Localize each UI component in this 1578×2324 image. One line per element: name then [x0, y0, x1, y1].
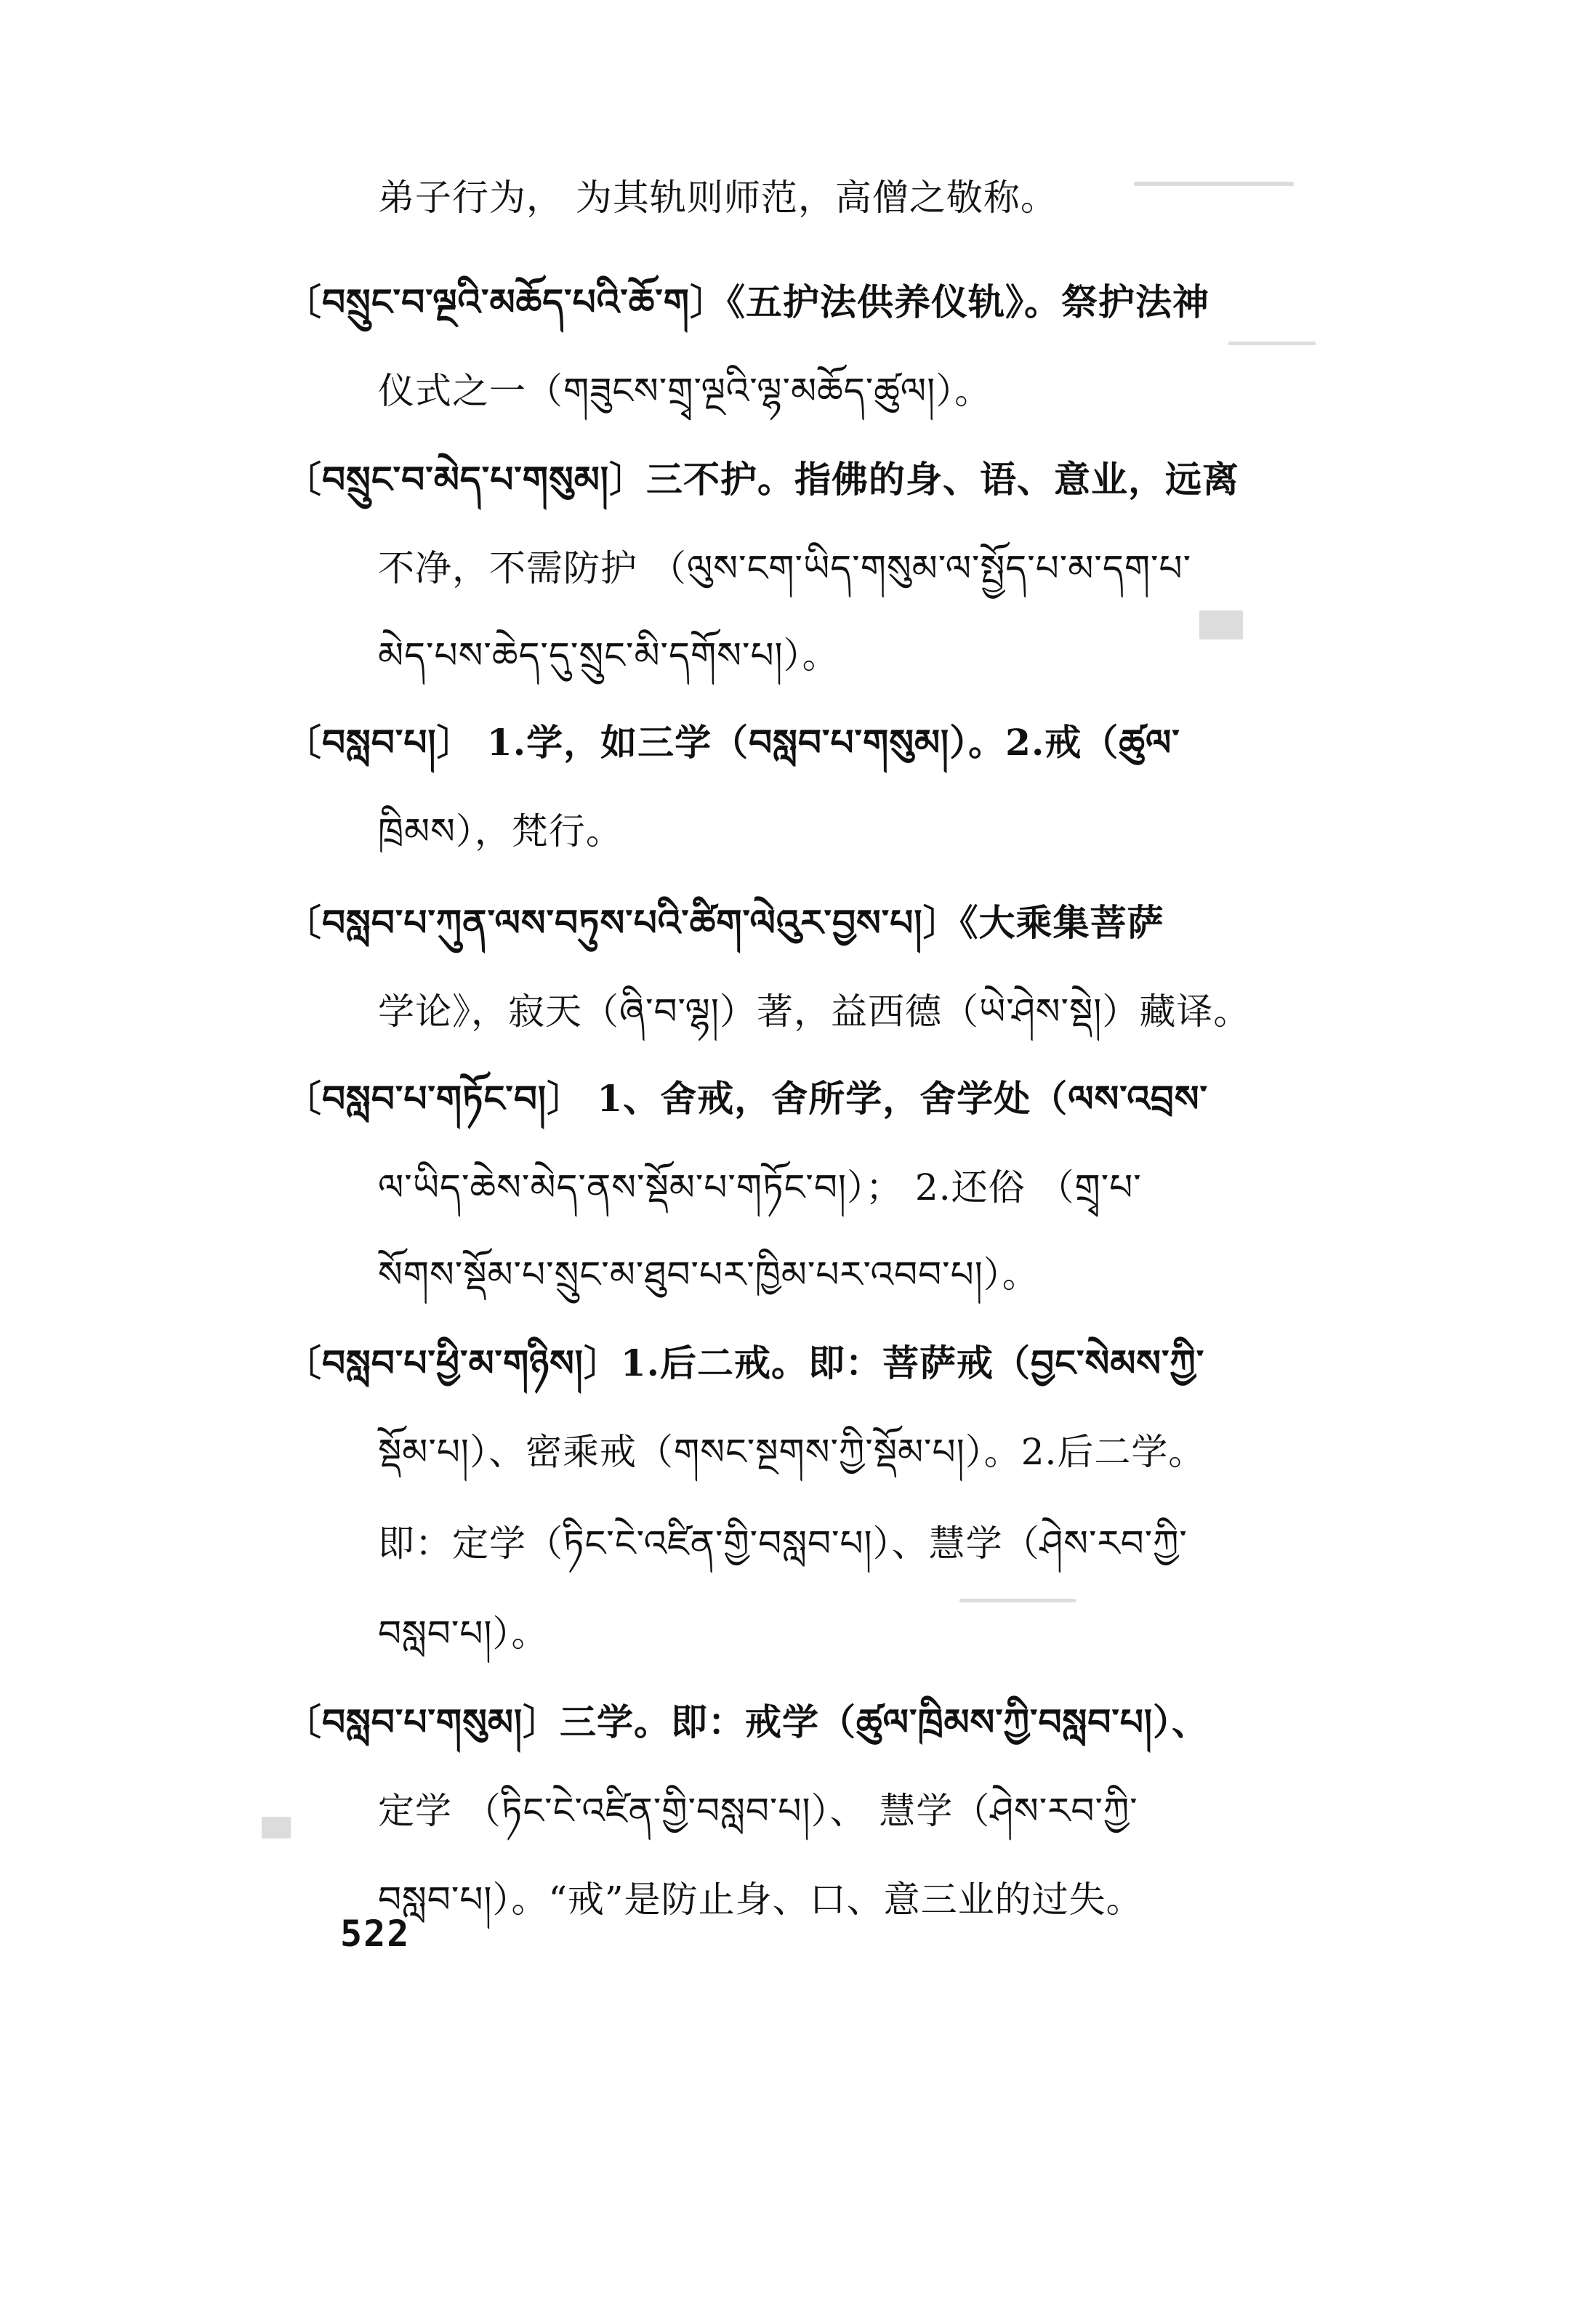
scan-speck	[1134, 182, 1294, 186]
entry-line-7: 〔བསླབ་པ།〕 1.学，如三学（བསླབ་པ་གསུམ།）。2.戒（ཚུལ་	[285, 721, 1180, 764]
entry-line-4: 〔བསྲུང་བ་མེད་པ་གསུམ།〕三不护。指佛的身、语、意业，远离	[285, 458, 1239, 501]
scan-speck	[1228, 342, 1316, 345]
entry-line-11: 〔བསླབ་པ་གཏོང་བ།〕 1、舍戒，舍所学，舍学处（ལས་འབྲས་	[285, 1077, 1209, 1120]
text-line-15: སྡོམ་པ།）、密乘戒（གསང་སྔགས་ཀྱི་སྡོམ་པ།）。2.后二学。	[378, 1431, 1206, 1473]
text-line-10: 学论》，寂天（ཞི་བ་ལྷ།）著，益西德（ཡེ་ཤེས་སྡེ།）藏译。	[378, 990, 1251, 1033]
text-line-1: 弟子行为， 为其轨则师范，高僧之敬称。	[378, 177, 1058, 219]
scan-speck	[262, 1817, 291, 1839]
entry-line-9: 〔བསླབ་པ་ཀུན་ལས་བཏུས་པའི་ཚིག་ལེའུར་བྱས་པ།〕《大乘集菩萨	[285, 901, 1164, 944]
entry-line-14: 〔བསླབ་པ་ཕྱི་མ་གཉིས།〕1.后二戒。即：菩萨戒（བྱང་སེམས་ཀྱི་	[285, 1341, 1205, 1384]
entry-line-18: 〔བསླབ་པ་གསུམ།〕三学。即：戒学（ཚུལ་ཁྲིམས་ཀྱི་བསླབ་པ།）、	[285, 1700, 1209, 1743]
text-line-3: 仪式之一（གཟུངས་གྲྭ་ལྔའི་ལྷ་མཆོད་ཚུལ།）。	[378, 370, 992, 412]
entry-line-2: 〔བསྲུང་བ་ལྔའི་མཆོད་པའི་ཆོ་ག〕《五护法供养仪轨》。祭护法神	[285, 281, 1209, 323]
text-line-12: ལ་ཡིད་ཆེས་མེད་ནས་སྡོམ་པ་གཏོང་བ།）； 2.还俗 （གྲྭ་པ་	[378, 1166, 1142, 1209]
text-line-5: 不净，不需防护 （ལུས་ངག་ཡིད་གསུམ་ལ་སྤྱོད་པ་མ་དག་པ་	[378, 547, 1192, 589]
text-line-8: ཁྲིམས），梵行。	[378, 810, 623, 852]
text-line-20: བསླབ་པ།）。“戒”是防止身、口、意三业的过失。	[378, 1879, 1143, 1921]
text-line-19: 定学 （ཏིང་ངེ་འཛིན་གྱི་བསླབ་པ།）、 慧学（ཤེས་རབ་ཀྱི་	[378, 1790, 1138, 1832]
scan-speck	[1199, 610, 1243, 639]
page-number: 522	[340, 1913, 411, 1955]
scan-speck	[959, 1599, 1076, 1602]
text-line-13: སོགས་སྡོམ་པ་སྲུང་མ་ཐུབ་པར་ཁྱིམ་པར་འབབ་པ།）。	[378, 1254, 1039, 1296]
text-line-16: 即：定学（ཏིང་ངེ་འཛིན་གྱི་བསླབ་པ།）、慧学（ཤེས་རབ་ཀྱི་	[378, 1522, 1188, 1565]
text-line-17: བསླབ་པ།）。	[378, 1613, 549, 1655]
text-line-6: མེད་པས་ཆེད་དུ་སྲུང་མི་དགོས་པ།）。	[378, 634, 840, 677]
